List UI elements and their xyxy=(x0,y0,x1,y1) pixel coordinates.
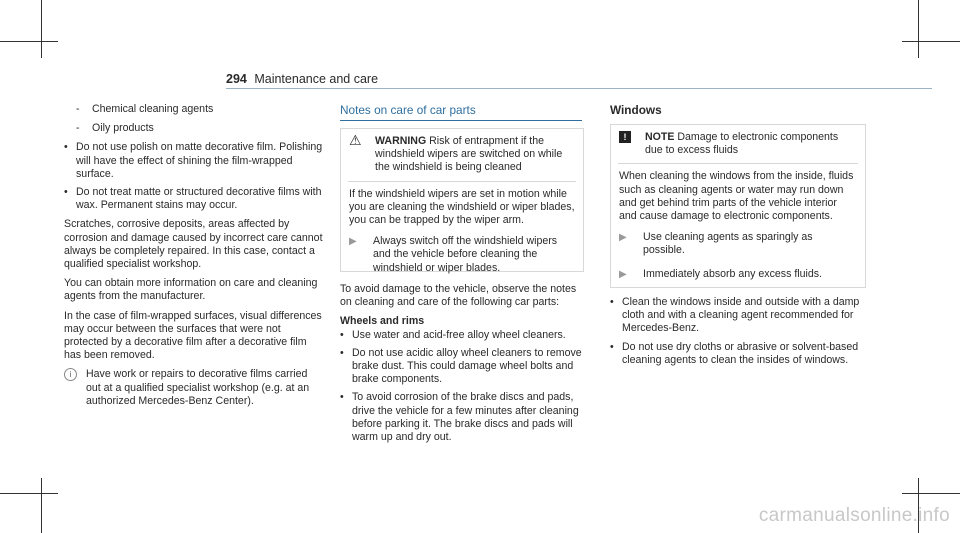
crop-mark xyxy=(0,41,58,42)
section-heading: Notes on care of car parts xyxy=(340,103,476,117)
warning-body: If the windshield wipers are set in motion while you are cleaning the windshield or wiper blades, you can be trapped by the wiper arm. xyxy=(349,187,575,227)
paragraph: In the case of film-wrapped surfaces, visual differences may occur between the surfaces that were not protected by a decorative film after a decorative film has been removed. xyxy=(64,309,322,362)
section-title: Maintenance and care xyxy=(254,72,379,86)
info-note: i Have work or repairs to decorative films carried out at a qualified specialist workshop (e.g. at an authorized Mercedes-Benz Center). xyxy=(64,368,324,408)
warning-box xyxy=(340,128,584,272)
notice-box xyxy=(610,124,866,288)
crop-mark xyxy=(902,41,960,42)
warning-label: WARNING xyxy=(375,135,427,147)
middle-column xyxy=(340,283,586,444)
left-column xyxy=(64,103,324,408)
warning-action: ▶ Always switch off the windshield wipers and the vehicle before cleaning the windshield or wiper blades. xyxy=(349,235,558,274)
crop-mark xyxy=(0,493,58,494)
list-item: - Chemical cleaning agents xyxy=(76,103,214,115)
warning-icon: ⚠ xyxy=(349,132,362,148)
section-rule xyxy=(340,120,582,121)
paragraph: Scratches, corrosive deposits, areas affected by corrosion and damage caused by incorrect care cannot always be completely repaired. In this case, contact a qualified specialist workshop. xyxy=(64,218,323,271)
section-heading: Windows xyxy=(610,103,662,117)
arrow-icon: ▶ xyxy=(349,236,357,248)
crop-mark xyxy=(902,493,960,494)
info-icon: i xyxy=(64,368,77,381)
list-item: - Oily products xyxy=(76,122,154,135)
warning-headline: Risk of entrapment if the windshield wipers are switched on while the windshield is being cleaned xyxy=(375,135,563,174)
list-item: • Do not use polish on matte decorative film. Polishing will have the effect of shining the film-wrapped surface. xyxy=(64,141,323,180)
page-header xyxy=(226,72,378,86)
page-number: 294 xyxy=(226,72,247,86)
notice-body: When cleaning the windows from the inside, fluids such as cleaning agents or water may run down and get behind trim parts of the vehicle interior and cause damage to electronic components. xyxy=(619,170,854,223)
crop-mark xyxy=(41,478,42,533)
list-item: • Do not use dry cloths or abrasive or solvent-based cleaning agents to clean the insides of windows. xyxy=(610,340,859,366)
crop-mark xyxy=(918,0,919,58)
divider xyxy=(618,163,858,164)
subheading: Wheels and rims xyxy=(340,315,425,328)
notice-icon: ! xyxy=(619,131,631,143)
arrow-icon: ▶ xyxy=(619,232,627,244)
crop-mark xyxy=(41,0,42,58)
list-item: • Use water and acid-free alloy wheel cleaners. xyxy=(340,328,566,341)
header-rule xyxy=(226,88,932,89)
list-item: • Do not treat matte or structured decorative films with wax. Permanent stains may occur. xyxy=(64,186,322,212)
divider xyxy=(348,181,576,182)
paragraph: You can obtain more information on care and cleaning agents from the manufacturer. xyxy=(64,277,318,303)
list-item: • To avoid corrosion of the brake discs and pads, drive the vehicle for a few minutes after cleaning before parking it. The brake discs and pads will warm up and dry out. xyxy=(340,391,579,444)
paragraph: To avoid damage to the vehicle, observe the notes on cleaning and care of the following car parts: xyxy=(340,283,577,309)
notice-label: NOTE xyxy=(645,131,675,143)
list-item: • Do not use acidic alloy wheel cleaners to remove brake dust. This could damage wheel bolts and brake components. xyxy=(340,346,582,386)
list-item: • Clean the windows inside and outside with a damp cloth and with a cleaning agent recommended for Mercedes-Benz. xyxy=(610,296,860,335)
notice-action: ▶ Immediately absorb any excess fluids. xyxy=(619,267,822,280)
right-column xyxy=(610,296,864,367)
notice-action: ▶ Use cleaning agents as sparingly as possible. xyxy=(619,231,813,257)
arrow-icon: ▶ xyxy=(619,268,627,280)
notice-headline: Damage to electronic components due to excess fluids xyxy=(645,131,839,157)
watermark: carmanualsonline.info xyxy=(758,505,950,526)
